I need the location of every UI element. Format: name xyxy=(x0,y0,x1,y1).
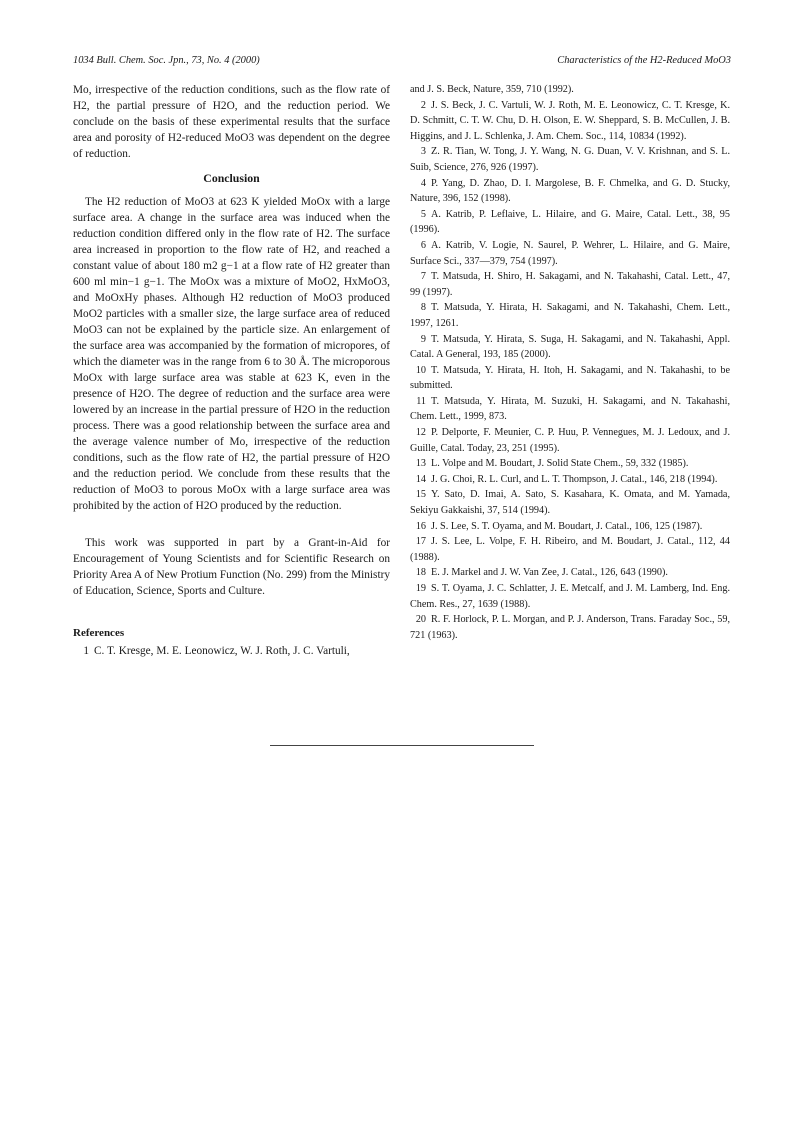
reference-text: J. S. Beck, J. C. Vartuli, W. J. Roth, M. E. Leonowicz, C. T. Kresge, K. D. Schmitt, C. T. W. Chu, D. H. Olson, E. W. Sheppard, S. B. McCullen, J. B. Higgins, and J. L. Schlenka, J. Am. Chem. Soc., 114, 10834 (1992). xyxy=(410,99,730,142)
reference-text: J. S. Lee, S. T. Oyama, and M. Boudart, J. Catal., 106, 125 (1987). xyxy=(431,520,703,532)
reference-text: A. Katrib, P. Leflaive, L. Hilaire, and G. Maire, Catal. Lett., 38, 95 (1996). xyxy=(410,208,730,236)
reference-number: 13 xyxy=(415,458,426,470)
reference-item xyxy=(410,519,730,535)
reference-item xyxy=(410,394,730,425)
intro-paragraph: Mo, irrespective of the reduction conditions, such as the flow rate of H2, the partial pressure of H2O, and the reduction period. We conclude on the basis of these experimental results that the surface area and porosity of H2-reduced MoO3 was dependent on the degree of reduction. xyxy=(73,84,390,160)
reference-item xyxy=(410,332,730,363)
reference-number: 17 xyxy=(415,536,426,548)
references-heading: References xyxy=(73,627,125,639)
reference-text: T. Matsuda, Y. Hirata, H. Itoh, H. Sakagami, and N. Takahashi, to be submitted. xyxy=(410,364,730,392)
acknowledgment-paragraph: This work was supported in part by a Grant-in-Aid for Encouragement of Young Scientists and for Scientific Research on Priority Area A of New Protium Function (No. 299) from the Ministry of Education, Science, Sports and Culture. xyxy=(73,537,390,597)
reference-number: 16 xyxy=(415,520,426,532)
reference-text: R. F. Horlock, P. L. Morgan, and P. J. Anderson, Trans. Faraday Soc., 59, 721 (1963). xyxy=(410,614,730,641)
reference-item xyxy=(73,643,390,659)
reference-item xyxy=(410,456,730,472)
reference-item xyxy=(410,565,730,581)
reference-text: C. T. Kresge, M. E. Leonowicz, W. J. Roth, J. C. Vartuli, xyxy=(94,645,350,657)
conclusion-paragraph: The H2 reduction of MoO3 at 623 K yielded MoOx with a large surface area. A change in the surface area was induced when the reduction condition differed only in the flow rate of H2. The surface area increased in proportion to the flow rate of H2, and reached a constant value of about 180 m2 g−1 at a flow rate of H2 greater than 600 ml min−1 g−1. The MoOx was a mixture of MoO2, HxMoO3, and MoOxHy phases. Although H2 reduction of MoO3 produced MoO2 particles with a smaller size, the large surface area of reduced MoO3 can not be explained by the particle size. An enlargement of the surface area was accompanied by the formation of micropores, of which the diameter was in the range from 6 to 30 Å. The microporous MoOx with large surface area was stable at 623 K, even in the presence of H2O. The degree of reduction and the surface area were lowered by an increase in the partial pressure of H2O in the reduction process. There was a good relationship between the surface area and the average valence number of Mo, irrespective of the reduction conditions, such as the flow rate of H2, the partial pressure of H2O and the reduction period. We conclude from these results that the reduction of MoO3 to porous MoOx with a large surface area was prohibited by the action of H2O produced by the reduction. xyxy=(73,196,390,512)
reference-number: 1 xyxy=(83,645,89,657)
reference-text: J. G. Choi, R. L. Curl, and L. T. Thompson, J. Catal., 146, 218 (1994). xyxy=(431,473,718,485)
reference-list xyxy=(410,98,730,644)
reference-text: T. Matsuda, Y. Hirata, S. Suga, H. Sakagami, and N. Takahashi, Appl. Catal. A General, 193, 185 (2000). xyxy=(410,333,730,361)
reference-item xyxy=(410,612,730,643)
header-short-title: Characteristics of the H2-Reduced MoO3 xyxy=(557,55,731,66)
reference-number: 5 xyxy=(420,208,426,220)
reference-item xyxy=(410,300,730,331)
conclusion-heading: Conclusion xyxy=(203,171,260,185)
reference-text: S. T. Oyama, J. C. Schlatter, J. E. Metcalf, and J. M. Lamberg, Ind. Eng. Chem. Res., 27, 1639 (1988). xyxy=(410,583,730,610)
reference-text: P. Delporte, F. Meunier, C. P. Huu, P. Vennegues, M. J. Ledoux, and J. Guille, Catal. Today, 23, 251 (1995). xyxy=(410,427,730,454)
reference-number: 10 xyxy=(415,364,426,376)
reference-text: Z. R. Tian, W. Tong, J. Y. Wang, N. G. Duan, V. V. Krishnan, and S. L. Suib, Science, 276, 926 (1997). xyxy=(410,146,730,173)
reference-continuation: and J. S. Beck, Nature, 359, 710 (1992). xyxy=(410,84,574,95)
reference-text: Y. Sato, D. Imai, A. Sato, S. Kasahara, K. Omata, and M. Yamada, Sekiyu Gakkaishi, 37, 514 (1994). xyxy=(410,489,730,517)
reference-text: E. J. Markel and J. W. Van Zee, J. Catal., 126, 643 (1990). xyxy=(431,567,668,579)
reference-number: 20 xyxy=(415,614,426,626)
reference-number: 12 xyxy=(415,427,426,439)
reference-text: A. Katrib, V. Logie, N. Saurel, P. Wehrer, L. Hilaire, and G. Maire, Surface Sci., 337—379, 754 (1997). xyxy=(410,239,730,267)
reference-number: 18 xyxy=(415,567,426,579)
reference-item xyxy=(410,238,730,269)
reference-item xyxy=(410,363,730,394)
reference-number: 4 xyxy=(420,177,426,189)
reference-number: 8 xyxy=(420,302,426,314)
reference-item xyxy=(410,534,730,565)
reference-number: 14 xyxy=(415,473,426,485)
reference-text: P. Yang, D. Zhao, D. I. Margolese, B. F. Chmelka, and G. D. Stucky, Nature, 396, 152 (1998). xyxy=(410,177,730,205)
reference-number: 19 xyxy=(415,583,426,594)
reference-number: 15 xyxy=(415,489,426,501)
reference-number: 2 xyxy=(420,99,426,111)
end-rule xyxy=(270,745,534,746)
reference-item xyxy=(410,144,730,175)
header-journal-info: 1034 Bull. Chem. Soc. Jpn., 73, No. 4 (2000) xyxy=(73,55,260,66)
reference-item xyxy=(410,472,730,488)
reference-number: 3 xyxy=(420,146,426,158)
reference-text: J. S. Lee, L. Volpe, F. H. Ribeiro, and M. Boudart, J. Catal., 112, 44 (1988). xyxy=(410,536,730,563)
reference-text: L. Volpe and M. Boudart, J. Solid State Chem., 59, 332 (1985). xyxy=(431,458,689,470)
right-column xyxy=(410,82,730,643)
reference-item xyxy=(410,269,730,300)
reference-item xyxy=(410,176,730,207)
reference-item xyxy=(410,207,730,238)
reference-number: 6 xyxy=(420,239,426,251)
reference-number: 11 xyxy=(416,395,426,407)
reference-number: 9 xyxy=(420,333,426,345)
left-column xyxy=(73,82,390,659)
running-header xyxy=(73,55,731,69)
reference-text: T. Matsuda, Y. Hirata, H. Sakagami, and N. Takahashi, Chem. Lett., 1997, 1261. xyxy=(410,302,730,329)
reference-text: T. Matsuda, Y. Hirata, M. Suzuki, H. Sakagami, and N. Takahashi, Chem. Lett., 1999, 873. xyxy=(410,395,730,423)
reference-number: 7 xyxy=(420,271,426,283)
reference-item xyxy=(410,581,730,612)
reference-text: T. Matsuda, H. Shiro, H. Sakagami, and N. Takahashi, Catal. Lett., 47, 99 (1997). xyxy=(410,271,730,298)
reference-item xyxy=(410,425,730,456)
reference-item xyxy=(410,98,730,145)
reference-item xyxy=(410,487,730,518)
